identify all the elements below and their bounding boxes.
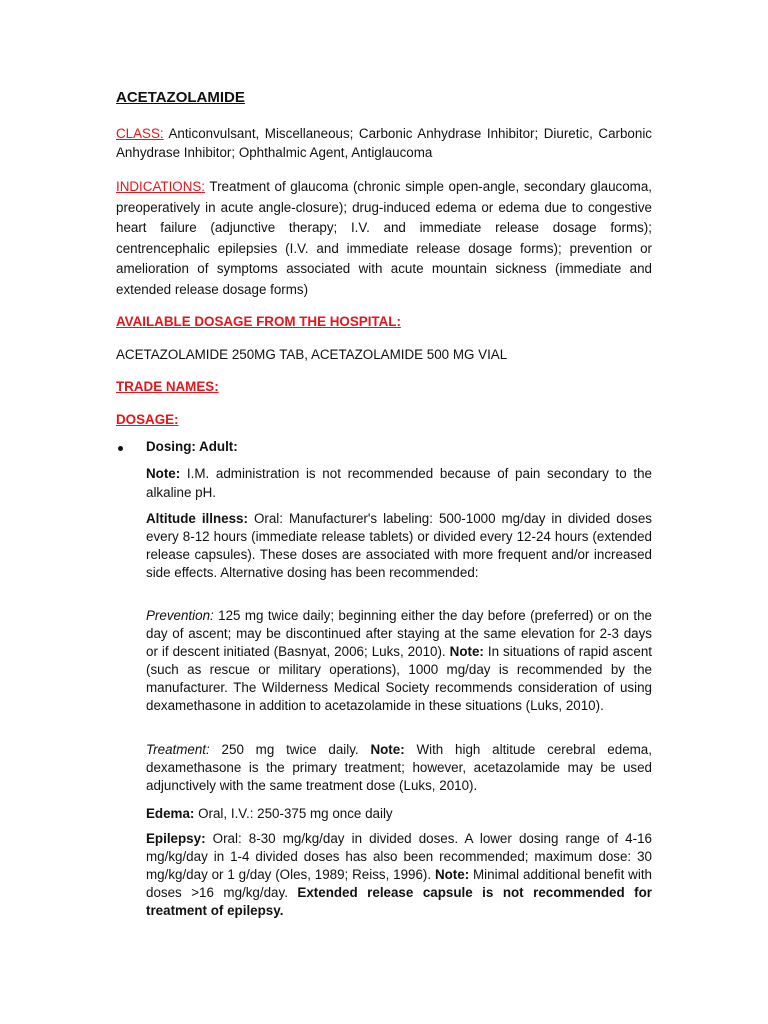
prevention-note-text: In situations of rapid ascent (such as rescue or military operations), 1000 mg/day is recommended by the manufacturer. The Wilderness Medical Society recommends consideration of using dexamethasone in addition to acetazolamide in these situations (Luks, 2010).	[146, 644, 652, 713]
class-label: CLASS:	[116, 126, 164, 141]
edema-paragraph	[146, 804, 652, 823]
treatment-note-text: With high altitude cerebral edema, dexamethasone is the primary treatment; however, acetazolamide may be used adjunctively with the same treatment dose (Luks, 2010).	[146, 742, 652, 793]
prevention-text: 125 mg twice daily; beginning either the day before (preferred) or on the day of ascent; may be discontinued after staying at the same elevation for 2-3 days or if descent initiated (Basnyat, 2006; Luks, 2010).	[146, 608, 652, 659]
treatment-text: 250 mg twice daily.	[221, 742, 359, 757]
prevention-note-label: Note:	[449, 644, 484, 659]
note-paragraph	[146, 464, 652, 502]
edema-label: Edema:	[146, 806, 195, 821]
trade-names-heading: TRADE NAMES:	[116, 379, 219, 394]
dosage-heading: DOSAGE:	[116, 412, 179, 427]
dosing-adult-heading: Dosing: Adult:	[146, 439, 238, 454]
treatment-note-label: Note:	[370, 742, 405, 757]
epilepsy-note-text: Minimal additional benefit with doses >16 mg/kg/day.	[146, 867, 652, 900]
available-dosage-heading: AVAILABLE DOSAGE FROM THE HOSPITAL:	[116, 314, 401, 329]
class-paragraph	[116, 124, 652, 162]
prevention-label: Prevention:	[146, 608, 214, 623]
indications-text: Treatment of glaucoma (chronic simple open-angle, secondary glaucoma, preoperatively in acute angle-closure); drug-induced edema or edema due to congestive heart failure (adjunctive therapy; I.V. and immediate release dosage forms); centrencephalic epilepsies (I.V. and immediate release dosage forms); prevention or amelioration of symptoms associated with acute mountain sickness (immediate and extended release dosage forms)	[116, 179, 652, 297]
epilepsy-warning: Extended release capsule is not recommended for treatment of epilepsy.	[146, 885, 652, 918]
available-dosage-text: ACETAZOLAMIDE 250MG TAB, ACETAZOLAMIDE 500 MG VIAL	[116, 347, 508, 362]
indications-label: INDICATIONS:	[116, 179, 206, 194]
bullet-icon	[118, 446, 123, 451]
note-text: I.M. administration is not recommended because of pain secondary to the alkaline pH.	[146, 466, 652, 500]
prevention-paragraph	[146, 607, 652, 715]
edema-text: Oral, I.V.: 250-375 mg once daily	[198, 806, 393, 821]
treatment-paragraph	[146, 741, 652, 795]
epilepsy-paragraph	[146, 830, 652, 920]
epilepsy-label: Epilepsy:	[146, 831, 206, 846]
epilepsy-text: Oral: 8-30 mg/kg/day in divided doses. A lower dosing range of 4-16 mg/kg/day in 1-4 divided doses has also been recommended; maximum dose: 30 mg/kg/day or 1 g/day (Oles, 1989; Reiss, 1996).	[146, 831, 652, 882]
indications-paragraph	[116, 177, 652, 300]
altitude-paragraph	[146, 510, 652, 582]
epilepsy-note-label: Note:	[434, 867, 470, 882]
drug-title: ACETAZOLAMIDE	[116, 89, 245, 106]
altitude-text: Oral: Manufacturer's labeling: 500-1000 mg/day in divided doses every 8-12 hours (immediate release tablets) or divided every 12-24 hours (extended release capsules). These doses are associated with more frequent and/or increased side effects. Alternative dosing has been recommended:	[146, 511, 652, 580]
class-text: Anticonvulsant, Miscellaneous; Carbonic Anhydrase Inhibitor; Diuretic, Carbonic Anhydrase Inhibitor; Ophthalmic Agent, Antiglaucoma	[116, 126, 652, 160]
note-label: Note:	[146, 466, 181, 481]
treatment-label: Treatment:	[146, 742, 210, 757]
altitude-label: Altitude illness:	[146, 511, 248, 526]
